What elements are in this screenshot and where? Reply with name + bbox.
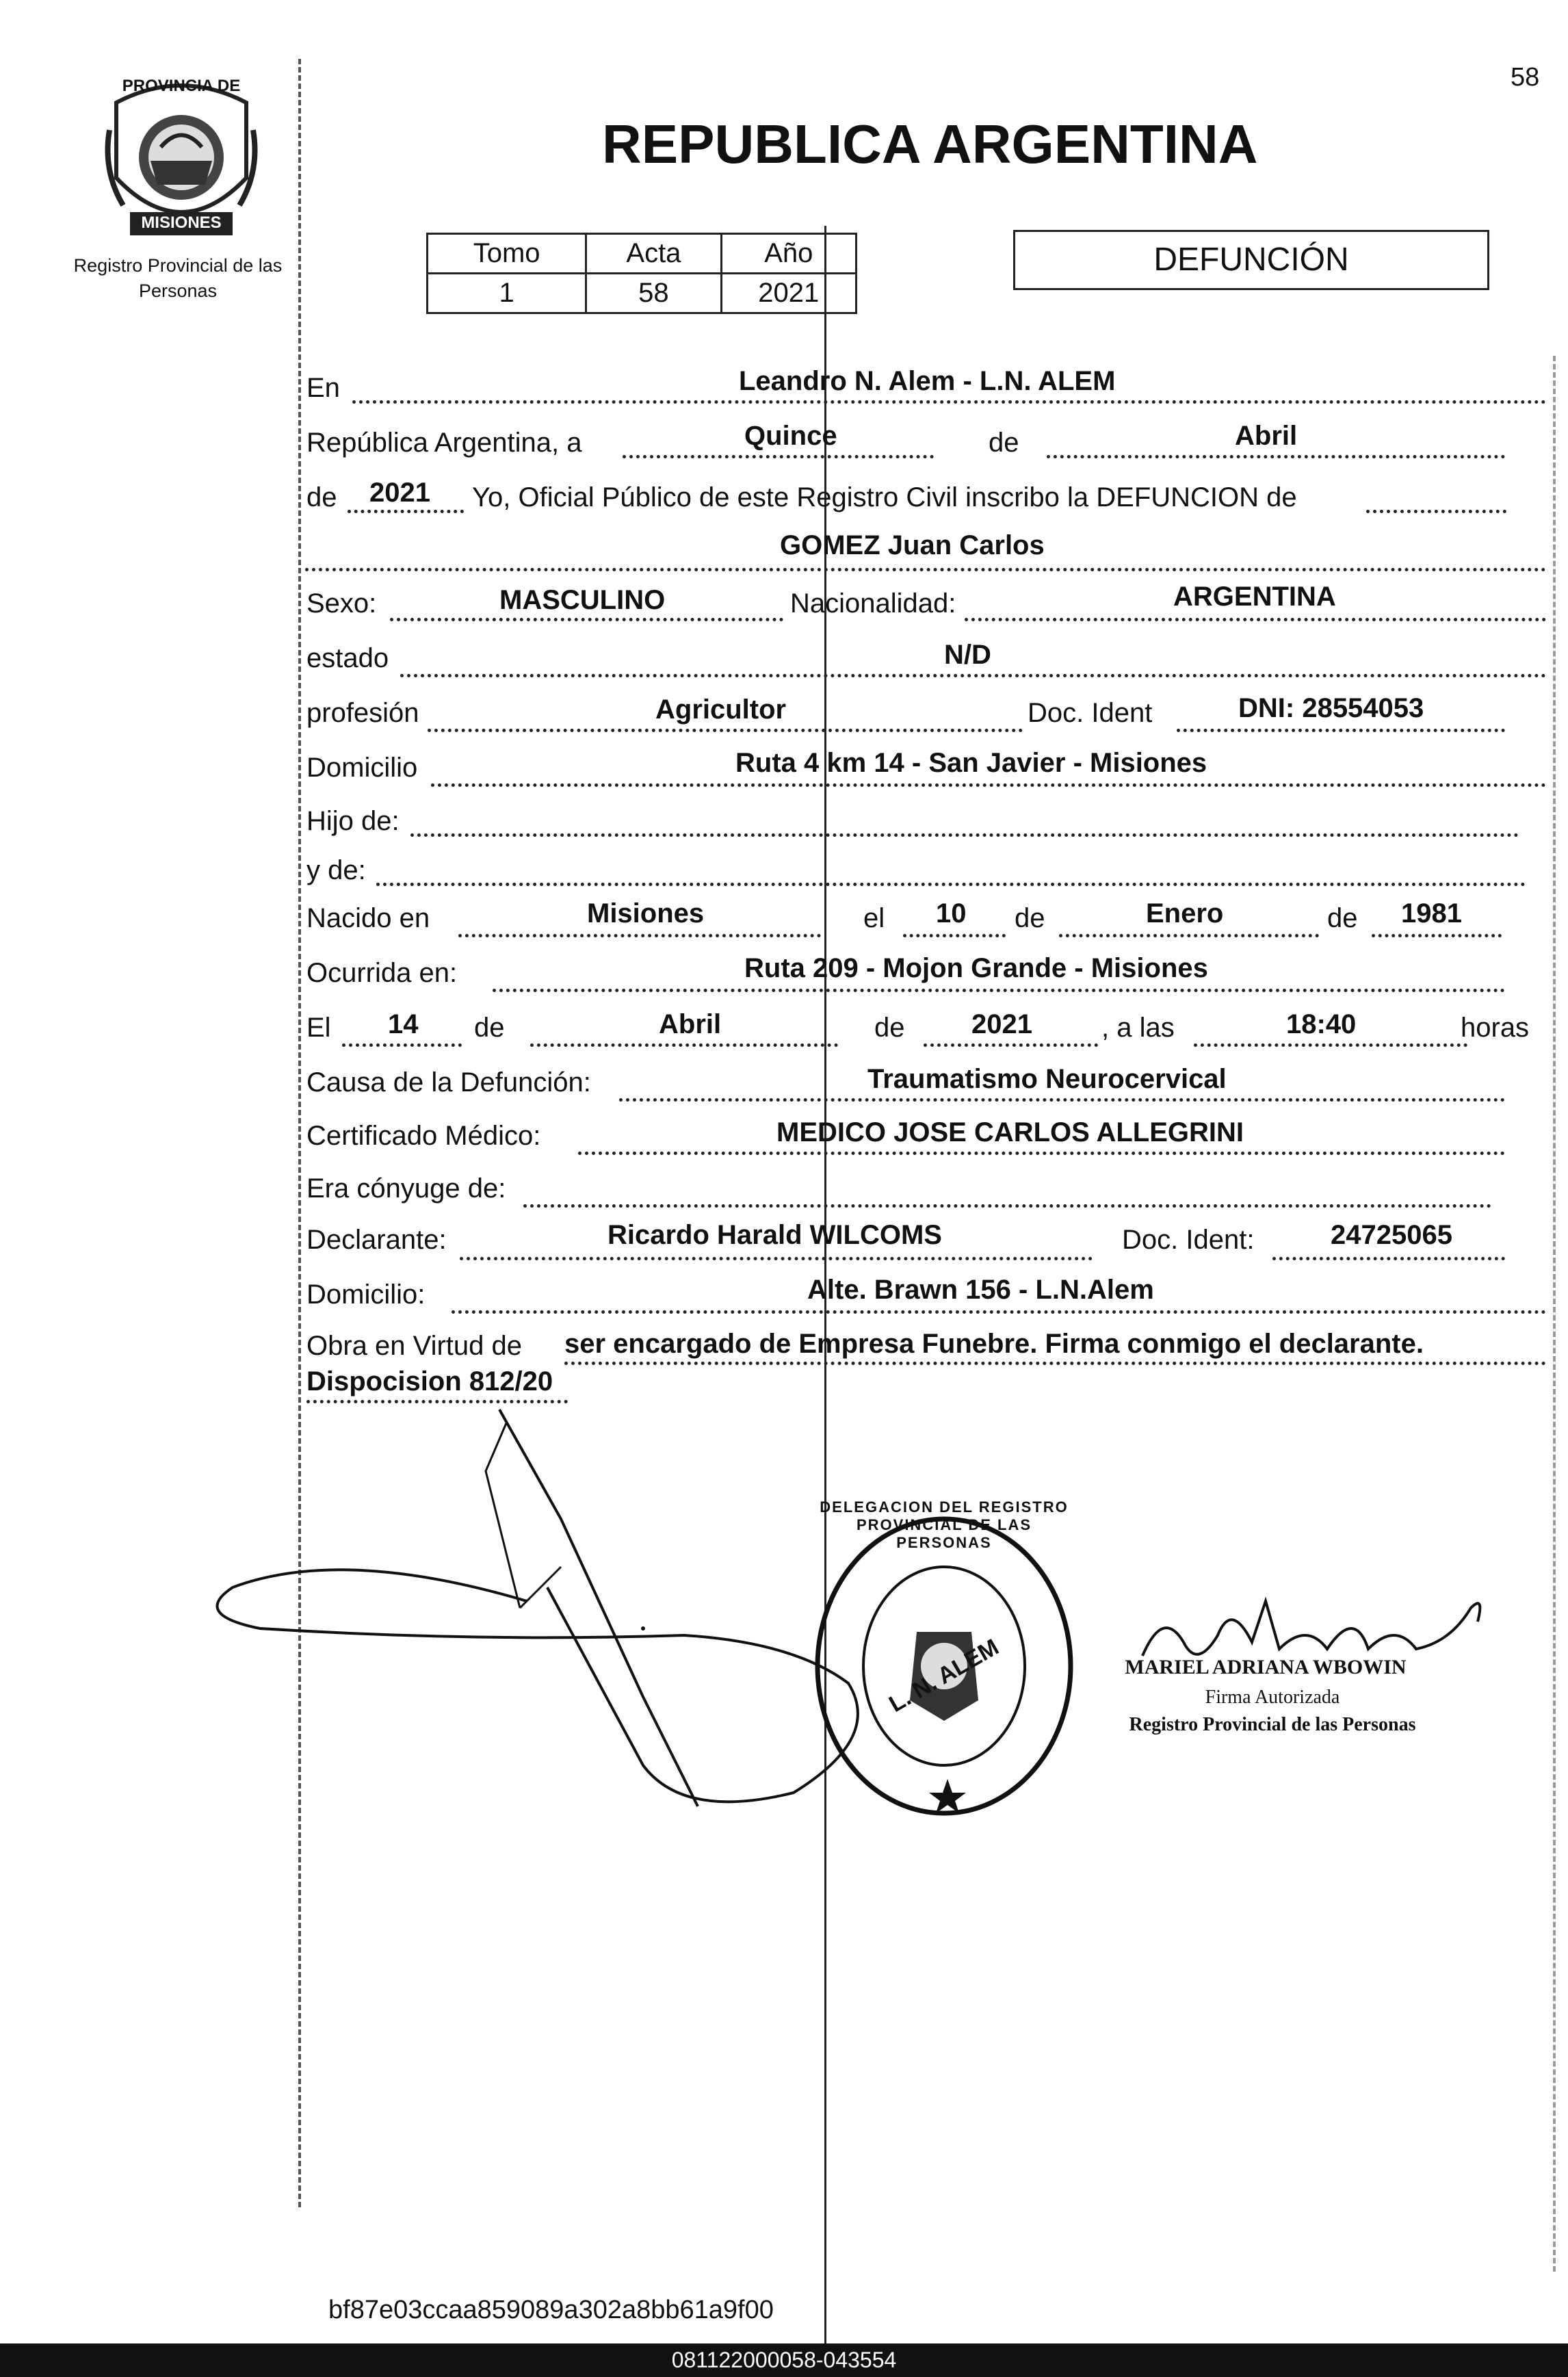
label-de-year: de <box>306 482 337 512</box>
document-hash: bf87e03ccaa859089a302a8bb61a9f00 <box>328 2296 774 2324</box>
label-certificado: Certificado Médico: <box>306 1121 541 1151</box>
volume-header: Tomo <box>428 234 586 274</box>
label-y-de: y de: <box>306 855 366 885</box>
footer-bar <box>0 2343 1568 2377</box>
dotted-line <box>530 1043 838 1047</box>
dotted-line <box>460 1257 1093 1260</box>
value-dia: Quince <box>744 421 837 451</box>
label-a-las: , a las <box>1101 1013 1175 1043</box>
dotted-line <box>1372 934 1502 937</box>
volume-table <box>426 233 857 314</box>
stamp-ring-text: DELEGACION DEL REGISTRO PROVINCIAL DE LAS PERSONAS <box>820 1498 1069 1551</box>
dotted-line <box>452 1310 1546 1314</box>
value-nacido-dia: 10 <box>936 898 967 928</box>
registry-name: Registro Provincial de las Personas <box>73 255 283 301</box>
dotted-line <box>431 783 1546 787</box>
value-declarante-doc: 24725065 <box>1331 1220 1452 1250</box>
value-nacido-lugar: Misiones <box>587 898 705 928</box>
dotted-line <box>903 934 1006 937</box>
value-estado: N/D <box>944 640 991 670</box>
label-estado: estado <box>306 643 389 673</box>
label-de-d: de <box>874 1013 905 1043</box>
registrar-role: Firma Autorizada <box>1205 1687 1340 1708</box>
dotted-line <box>1366 510 1506 513</box>
label-ocurrida-en: Ocurrida en: <box>306 958 458 988</box>
value-fall-dia: 14 <box>388 1009 419 1039</box>
value-profesion: Agricultor <box>655 694 787 725</box>
label-domicilio2: Domicilio: <box>306 1280 426 1310</box>
value-fall-anio: 2021 <box>971 1009 1032 1039</box>
label-domicilio: Domicilio <box>306 753 418 783</box>
value-causa: Traumatismo Neurocervical <box>867 1064 1227 1094</box>
country-title: REPUBLICA ARGENTINA <box>602 114 1258 174</box>
dotted-line <box>352 400 1546 404</box>
left-margin-line <box>298 59 304 2207</box>
value-obra-line1: ser encargado de Empresa Funebre. Firma conmigo el declarante. <box>564 1329 1424 1359</box>
label-horas: horas <box>1461 1013 1530 1043</box>
value-declarante: Ricardo Harald WILCOMS <box>607 1220 942 1250</box>
label-doc-ident2: Doc. Ident: <box>1122 1225 1255 1255</box>
declarant-signature <box>205 1382 889 1820</box>
dotted-line <box>376 883 1526 886</box>
right-margin-line <box>1553 356 1558 2272</box>
label-nacido-en: Nacido en <box>306 903 430 933</box>
dotted-line <box>924 1043 1098 1047</box>
label-obra: Obra en Virtud de <box>306 1331 523 1361</box>
dotted-line <box>348 510 464 513</box>
volume-header: Acta <box>586 234 721 274</box>
label-de-c: de <box>474 1013 505 1043</box>
label-conyuge: Era cónyuge de: <box>306 1173 506 1204</box>
label-declarante: Declarante: <box>306 1225 447 1255</box>
value-fall-mes: Abril <box>659 1009 722 1039</box>
barcode-text: 081122000058-043554 <box>671 2348 897 2372</box>
volume-header: Año <box>721 234 856 274</box>
dotted-line <box>493 989 1505 992</box>
label-en: En <box>306 373 340 403</box>
dotted-line <box>428 729 1023 732</box>
dotted-line <box>400 674 1546 677</box>
value-nacido-anio: 1981 <box>1401 898 1462 928</box>
emblem-bottom-text: MISIONES <box>141 213 222 232</box>
volume-value: 2021 <box>721 274 856 313</box>
dotted-line <box>1272 1257 1505 1260</box>
value-declarante-dom: Alte. Brawn 156 - L.N.Alem <box>807 1275 1154 1305</box>
dotted-line <box>623 455 934 458</box>
registrar-org: Registro Provincial de las Personas <box>1129 1714 1416 1735</box>
dotted-line <box>1177 729 1505 732</box>
dotted-line <box>305 568 1546 571</box>
value-anio: 2021 <box>369 478 430 508</box>
dotted-line <box>578 1152 1505 1155</box>
dotted-line <box>342 1043 462 1047</box>
value-nacionalidad: ARGENTINA <box>1173 582 1336 612</box>
label-causa: Causa de la Defunción: <box>306 1067 591 1097</box>
volume-value: 58 <box>586 274 721 313</box>
stamp-center-text: L. N. ALEM <box>885 1634 1004 1718</box>
dotted-line <box>1059 934 1319 937</box>
dotted-line <box>390 618 783 621</box>
label-de: de <box>989 428 1019 458</box>
label-de-a: de <box>1015 903 1045 933</box>
dotted-line <box>965 618 1546 621</box>
value-certificado: MEDICO JOSE CARLOS ALLEGRINI <box>776 1117 1244 1147</box>
dotted-line <box>523 1204 1491 1208</box>
dotted-line <box>1047 455 1505 458</box>
page-number: 58 <box>1511 63 1540 92</box>
label-sexo: Sexo: <box>306 588 377 619</box>
dotted-line <box>1194 1043 1467 1047</box>
value-mes: Abril <box>1235 421 1298 451</box>
label-el2: El <box>306 1013 331 1043</box>
label-nacionalidad: Nacionalidad: <box>790 588 956 619</box>
label-de-b: de <box>1327 903 1358 933</box>
emblem-top-text: PROVINCIA DE <box>122 77 241 95</box>
value-nacido-mes: Enero <box>1146 898 1224 928</box>
value-dni: DNI: 28554053 <box>1238 693 1424 723</box>
label-profesion: profesión <box>306 698 419 728</box>
doc-type-box: DEFUNCIÓN <box>1013 230 1489 290</box>
label-republica: República Argentina, a <box>306 428 582 458</box>
label-hijo-de: Hijo de: <box>306 806 400 836</box>
value-domicilio: Ruta 4 km 14 - San Javier - Misiones <box>735 748 1207 778</box>
value-sexo: MASCULINO <box>499 585 666 615</box>
label-yo: Yo, Oficial Público de este Registro Civil inscribo la DEFUNCION de <box>472 482 1297 512</box>
value-lugar: Leandro N. Alem - L.N. ALEM <box>739 366 1116 396</box>
value-nombre: GOMEZ Juan Carlos <box>780 530 1045 560</box>
value-fall-hora: 18:40 <box>1286 1009 1357 1039</box>
registrar-name: MARIEL ADRIANA WBOWIN <box>1125 1656 1407 1678</box>
value-ocurrida: Ruta 209 - Mojon Grande - Misiones <box>744 953 1208 983</box>
label-el: el <box>863 903 885 933</box>
label-doc-ident: Doc. Ident <box>1028 698 1153 728</box>
dotted-line <box>458 934 821 937</box>
volume-value: 1 <box>428 274 586 313</box>
value-obra-line2: Dispocision 812/20 <box>306 1366 553 1397</box>
dotted-line <box>410 833 1519 837</box>
dotted-line <box>564 1362 1546 1365</box>
dotted-line <box>619 1098 1505 1102</box>
